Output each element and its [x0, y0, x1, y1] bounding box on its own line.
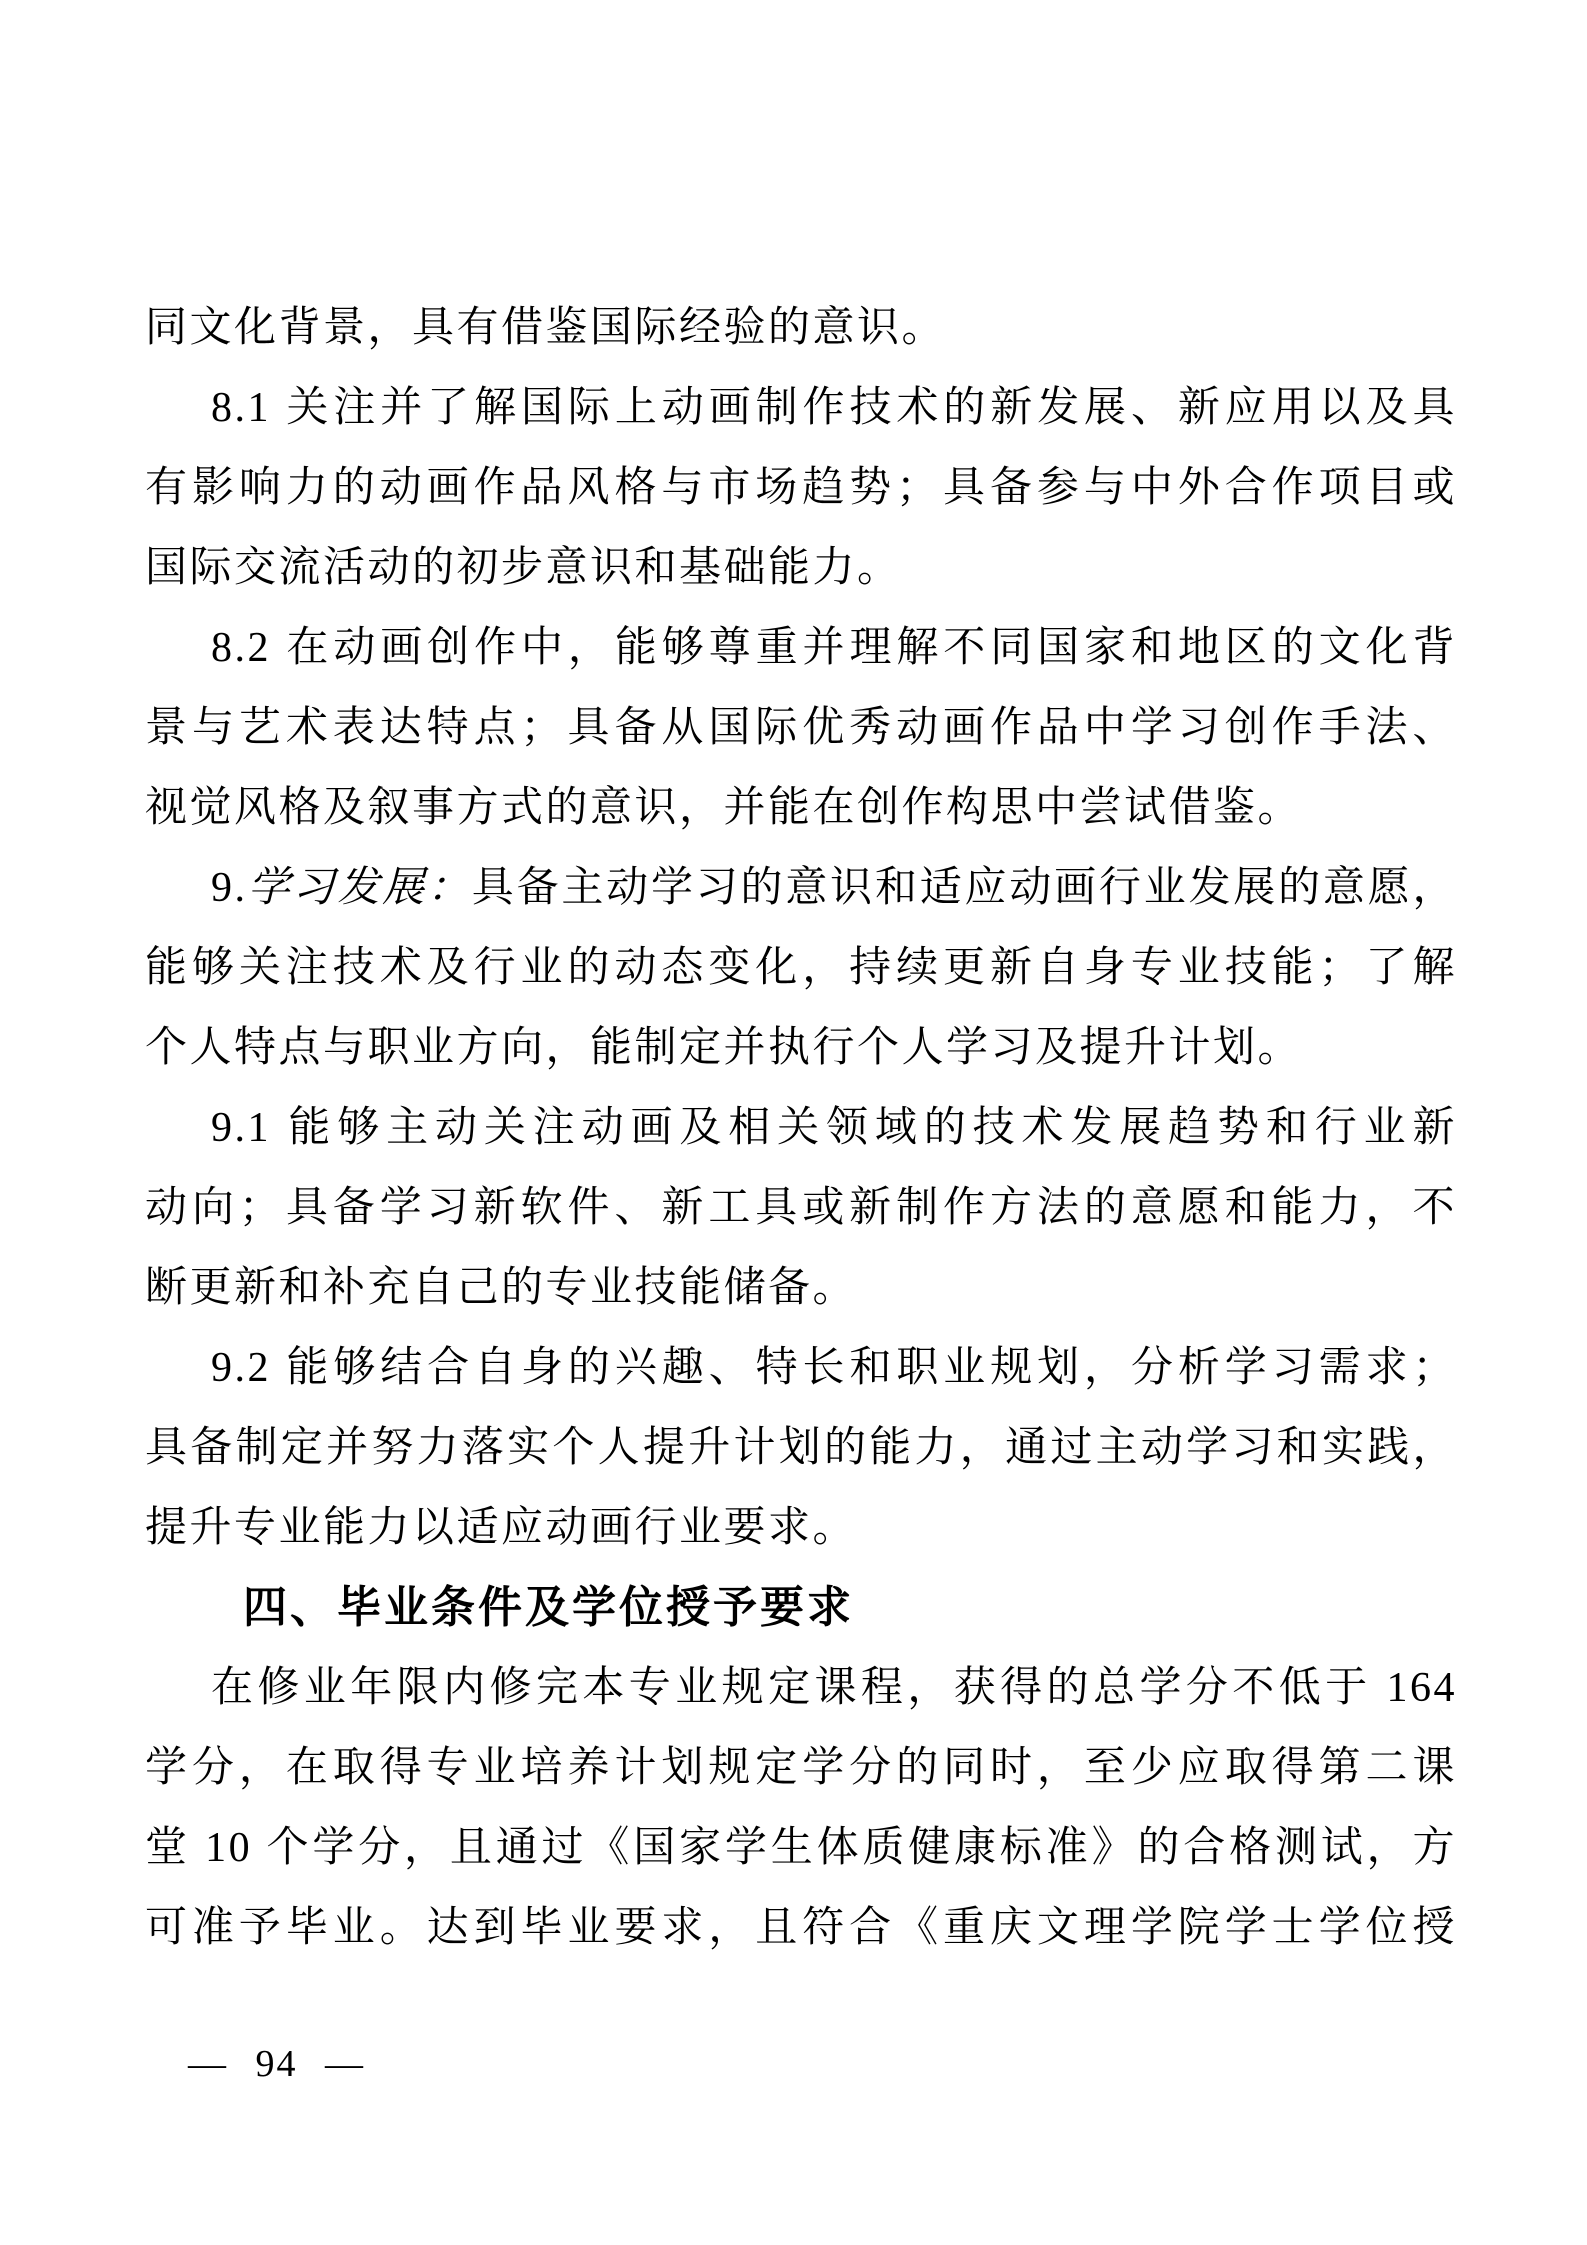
text-line: 能够关注技术及行业的动态变化，持续更新自身专业技能；了解	[145, 945, 1457, 991]
document-body	[145, 288, 1457, 1968]
text-line: 在修业年限内修完本专业规定课程，获得的总学分不低于 164	[211, 1665, 1457, 1711]
text-line: 断更新和补充自己的专业技能储备。	[145, 1265, 858, 1311]
text-line: 提升专业能力以适应动画行业要求。	[145, 1505, 858, 1551]
text-segment: 具备主动学习的意识和适应动画行业发展的意愿，	[471, 865, 1457, 911]
text-line: 景与艺术表达特点；具备从国际优秀动画作品中学习创作手法、	[145, 705, 1457, 751]
text-line: 同文化背景，具有借鉴国际经验的意识。	[145, 305, 947, 351]
text-line: 有影响力的动画作品风格与市场趋势；具备参与中外合作项目或	[145, 465, 1457, 511]
page-number: — 94 —	[188, 2043, 365, 2085]
text-line: 个人特点与职业方向，能制定并执行个人学习及提升计划。	[145, 1025, 1303, 1071]
text-line: 可准予毕业。达到毕业要求，且符合《重庆文理学院学士学位授	[145, 1905, 1457, 1951]
text-line: 动向；具备学习新软件、新工具或新制作方法的意愿和能力，不	[145, 1185, 1457, 1231]
text-line: 9.1 能够主动关注动画及相关领域的技术发展趋势和行业新	[211, 1105, 1457, 1151]
text-line: 8.1 关注并了解国际上动画制作技术的新发展、新应用以及具	[211, 385, 1457, 431]
text-line: 8.2 在动画创作中，能够尊重并理解不同国家和地区的文化背	[211, 625, 1457, 671]
section-heading: 四、毕业条件及学位授予要求	[243, 1583, 854, 1632]
text-line: 堂 10 个学分，且通过《国家学生体质健康标准》的合格测试，方	[145, 1825, 1457, 1871]
text-line: 学分，在取得专业培养计划规定学分的同时，至少应取得第二课	[145, 1745, 1457, 1791]
text-line: 9.2 能够结合自身的兴趣、特长和职业规划，分析学习需求；	[211, 1345, 1457, 1391]
text-line: 视觉风格及叙事方式的意识，并能在创作构思中尝试借鉴。	[145, 785, 1303, 831]
text-line: 国际交流活动的初步意识和基础能力。	[145, 545, 902, 591]
text-line: 具备制定并努力落实个人提升计划的能力，通过主动学习和实践，	[145, 1425, 1457, 1471]
term-label: 学习发展：	[247, 865, 472, 911]
text-line	[145, 848, 1457, 928]
list-number: 9.	[211, 865, 248, 911]
